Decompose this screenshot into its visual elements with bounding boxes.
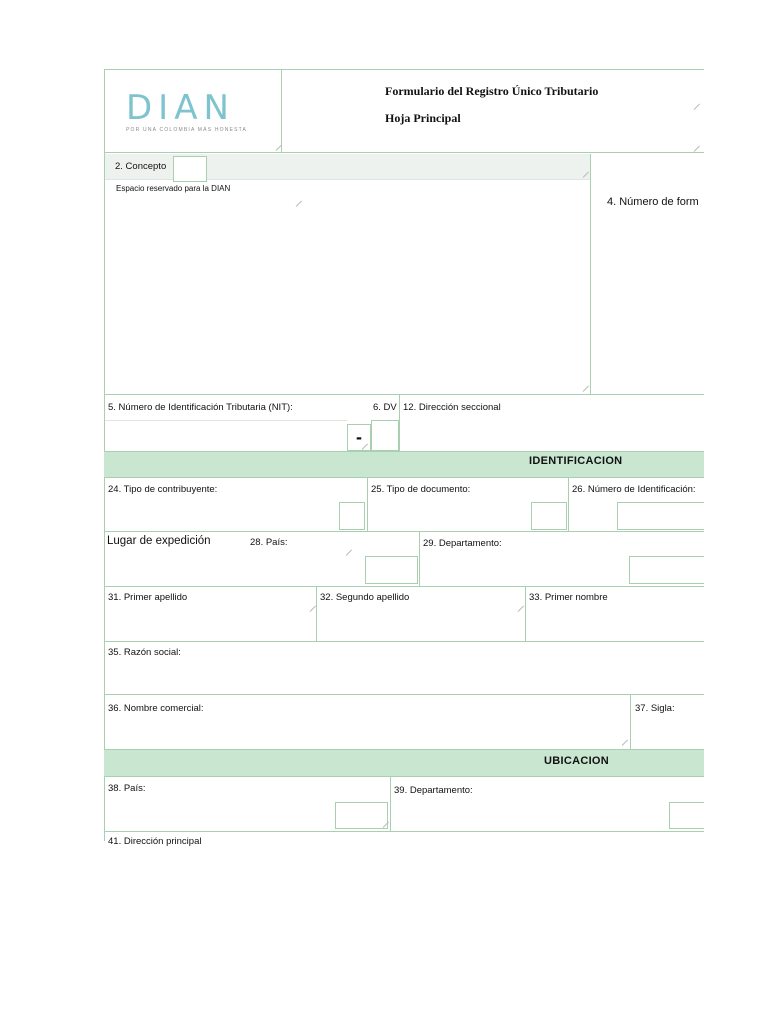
ubicacion-title: UBICACION	[544, 755, 610, 767]
ubicacion-pais-label: 38. País:	[108, 783, 146, 794]
resize-grip-icon	[694, 104, 700, 110]
ubicacion-departamento-label: 39. Departamento:	[394, 785, 473, 796]
tipo-contribuyente-input[interactable]	[339, 502, 365, 530]
ubicacion-pais-input[interactable]	[335, 802, 388, 829]
reserved-dian-label: Espacio reservado para la DIAN	[116, 184, 231, 193]
nit-input[interactable]	[105, 420, 347, 450]
departamento-input[interactable]	[629, 556, 704, 584]
resize-grip-icon	[310, 606, 316, 612]
numero-formulario-label: 4. Número de form	[607, 196, 699, 208]
segundo-apellido-label: 32. Segundo apellido	[320, 592, 410, 603]
pais-input[interactable]	[365, 556, 418, 584]
form-subtitle: Hoja Principal	[385, 111, 461, 125]
dv-label: 6. DV	[373, 402, 397, 413]
tipo-contribuyente-label: 24. Tipo de contribuyente:	[108, 484, 218, 495]
dash-text: -	[356, 427, 362, 447]
resize-grip-icon	[583, 386, 589, 392]
direccion-row	[104, 831, 704, 847]
resize-grip-icon	[694, 146, 700, 152]
ubicacion-band	[104, 749, 704, 777]
direccion-label: 41. Dirección principal	[108, 836, 202, 847]
tipo-documento-input[interactable]	[531, 502, 567, 530]
primer-apellido-label: 31. Primer apellido	[108, 592, 188, 603]
dian-logo	[126, 88, 248, 133]
resize-grip-icon	[518, 606, 524, 612]
resize-grip-icon	[583, 172, 589, 178]
resize-grip-icon	[383, 822, 389, 828]
resize-grip-icon	[346, 550, 352, 556]
reserved-dian-area	[105, 182, 590, 394]
header-title-cell	[282, 69, 704, 153]
dian-logo-text: DIAN	[126, 88, 235, 128]
departamento-label: 29. Departamento:	[423, 538, 502, 549]
identificacion-title: IDENTIFICACION	[529, 455, 623, 467]
razon-social-cell[interactable]	[104, 641, 704, 695]
resize-grip-icon	[362, 444, 368, 450]
resize-grip-icon	[622, 740, 628, 746]
resize-grip-icon	[296, 201, 302, 207]
dv-input[interactable]	[371, 420, 399, 451]
nit-label: 5. Número de Identificación Tributaria (NIT):	[108, 402, 293, 413]
nombre-comercial-label: 36. Nombre comercial:	[108, 703, 204, 714]
resize-grip-icon	[276, 145, 282, 151]
numero-identificacion-input[interactable]	[617, 502, 704, 530]
lugar-expedicion-label: Lugar de expedición	[107, 535, 211, 547]
razon-social-label: 35. Razón social:	[108, 647, 181, 658]
numero-identificacion-label: 26. Número de Identificación:	[572, 484, 696, 495]
numero-formulario-cell	[590, 154, 704, 394]
concepto-input[interactable]	[173, 156, 207, 182]
pais-label: 28. País:	[250, 537, 288, 548]
sigla-label: 37. Sigla:	[635, 703, 675, 714]
form-title: Formulario del Registro Único Tributario	[385, 84, 599, 98]
concepto-label: 2. Concepto	[115, 161, 167, 172]
tipo-documento-label: 25. Tipo de documento:	[371, 484, 471, 495]
dian-logo-tagline: POR UNA COLOMBIA MÁS HONESTA	[126, 127, 248, 133]
primer-nombre-label: 33. Primer nombre	[529, 592, 608, 603]
header-logo-cell	[104, 69, 282, 153]
ubicacion-departamento-input[interactable]	[669, 802, 704, 829]
seccional-label: 12. Dirección seccional	[403, 402, 501, 413]
